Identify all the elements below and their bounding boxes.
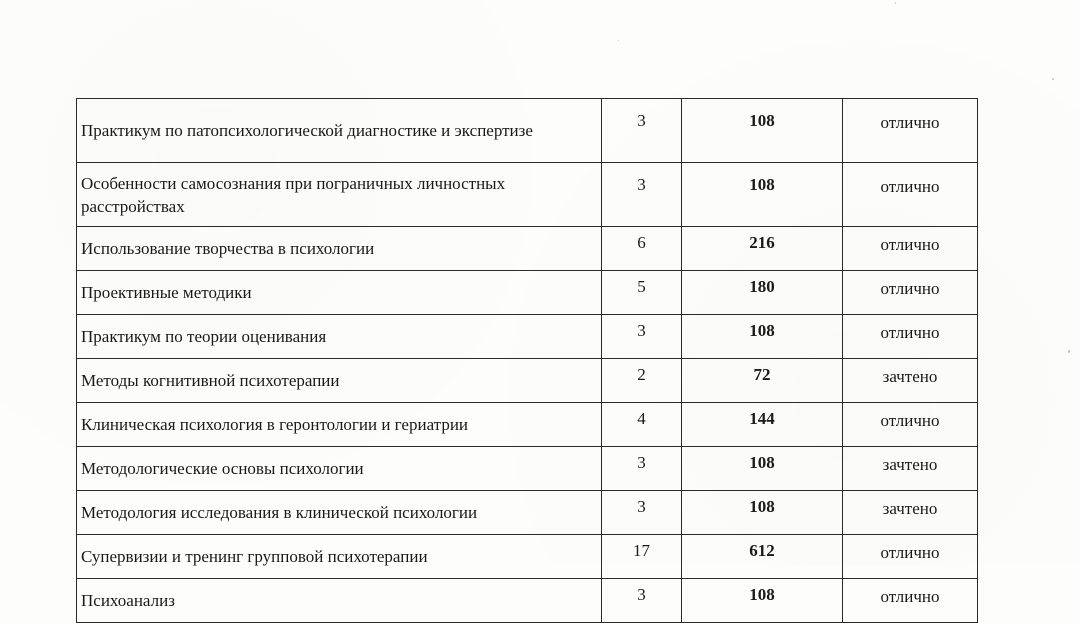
subject-cell: Психоанализ xyxy=(77,579,602,623)
table-row xyxy=(77,579,978,623)
grades-table xyxy=(76,98,978,623)
subject-cell: Практикум по патопсихологической диагностике и экспертизе xyxy=(77,99,602,163)
table-row xyxy=(77,535,978,579)
grade-cell: зачтено xyxy=(843,359,978,403)
hours-cell: 108 xyxy=(682,163,843,227)
subject-cell: Методология исследования в клинической психологии xyxy=(77,491,602,535)
table-row xyxy=(77,271,978,315)
table-row xyxy=(77,403,978,447)
hours-cell: 144 xyxy=(682,403,843,447)
subject-cell: Практикум по теории оценивания xyxy=(77,315,602,359)
grade-cell: отлично xyxy=(843,403,978,447)
table-row xyxy=(77,99,978,163)
grade-cell: зачтено xyxy=(843,447,978,491)
scan-speck xyxy=(618,40,619,41)
table-row xyxy=(77,491,978,535)
credits-cell: 2 xyxy=(602,359,682,403)
hours-cell: 216 xyxy=(682,227,843,271)
table-row xyxy=(77,447,978,491)
credits-cell: 17 xyxy=(602,535,682,579)
table-row xyxy=(77,315,978,359)
grade-cell: отлично xyxy=(843,163,978,227)
credits-cell: 6 xyxy=(602,227,682,271)
credits-cell: 4 xyxy=(602,403,682,447)
subject-cell: Клиническая психология в геронтологии и гериатрии xyxy=(77,403,602,447)
subject-cell: Использование творчества в психологии xyxy=(77,227,602,271)
scan-speck xyxy=(895,2,896,4)
credits-cell: 3 xyxy=(602,315,682,359)
credits-cell: 3 xyxy=(602,99,682,163)
scan-speck xyxy=(1052,78,1054,80)
grade-cell: зачтено xyxy=(843,491,978,535)
hours-cell: 108 xyxy=(682,447,843,491)
hours-cell: 108 xyxy=(682,491,843,535)
scan-speck xyxy=(1068,350,1070,353)
subject-cell: Супервизии и тренинг групповой психотерапии xyxy=(77,535,602,579)
hours-cell: 108 xyxy=(682,99,843,163)
hours-cell: 180 xyxy=(682,271,843,315)
table-row xyxy=(77,359,978,403)
subject-cell: Проективные методики xyxy=(77,271,602,315)
grade-cell: отлично xyxy=(843,227,978,271)
credits-cell: 3 xyxy=(602,447,682,491)
grade-cell: отлично xyxy=(843,579,978,623)
hours-cell: 108 xyxy=(682,579,843,623)
credits-cell: 3 xyxy=(602,163,682,227)
subject-cell: Методы когнитивной психотерапии xyxy=(77,359,602,403)
credits-cell: 3 xyxy=(602,491,682,535)
hours-cell: 612 xyxy=(682,535,843,579)
credits-cell: 5 xyxy=(602,271,682,315)
grade-cell: отлично xyxy=(843,315,978,359)
grade-cell: отлично xyxy=(843,271,978,315)
subject-cell: Методологические основы психологии xyxy=(77,447,602,491)
subject-cell: Особенности самосознания при пограничных личностных расстройствах xyxy=(77,163,602,227)
hours-cell: 108 xyxy=(682,315,843,359)
table-row xyxy=(77,163,978,227)
credits-cell: 3 xyxy=(602,579,682,623)
grade-cell: отлично xyxy=(843,99,978,163)
grade-cell: отлично xyxy=(843,535,978,579)
table-row xyxy=(77,227,978,271)
hours-cell: 72 xyxy=(682,359,843,403)
